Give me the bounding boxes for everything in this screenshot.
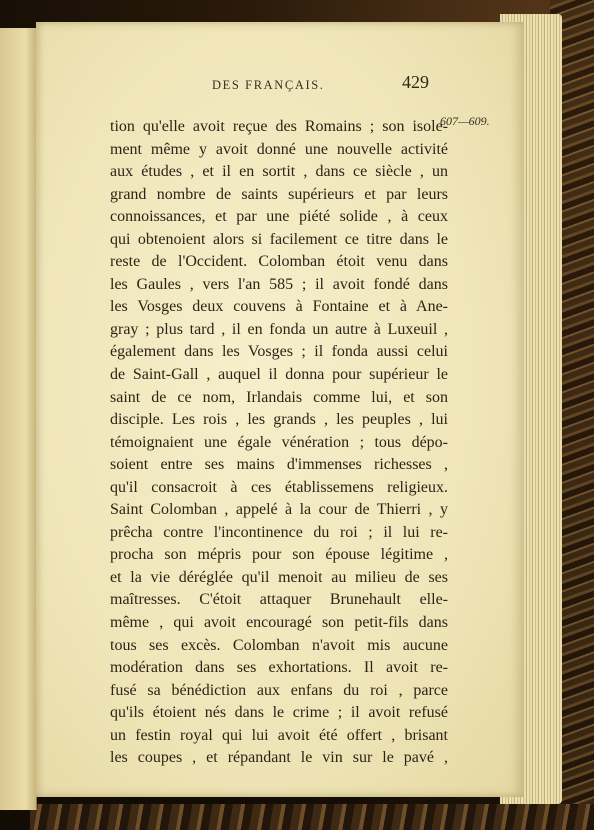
text-line: modération dans ses exhortations. Il avoit re- bbox=[110, 659, 448, 677]
text-line: un festin royal qui lui avoit été offert , brisant bbox=[110, 726, 448, 744]
body-text bbox=[110, 116, 448, 770]
text-line: saint de ce nom, Irlandais comme lui, et son bbox=[110, 388, 448, 406]
text-line: les Vosges deux couvens à Fontaine et à Ane- bbox=[110, 298, 448, 316]
text-line: connoissances, et par une piété solide , à ceux bbox=[110, 208, 448, 226]
text-line: de Saint-Gall , auquel il donna pour supérieur le bbox=[110, 366, 448, 384]
text-line: les Gaules , vers l'an 585 ; il avoit fondé dans bbox=[110, 275, 448, 293]
text-line: soient entre ses mains d'immenses richesses , bbox=[110, 456, 448, 474]
running-head: DES FRANÇAIS. bbox=[212, 78, 325, 92]
page-number: 429 bbox=[402, 72, 429, 92]
text-line: grand nombre de saints supérieurs et par leurs bbox=[110, 185, 448, 203]
text-line: ment même y avoit donné une nouvelle activité bbox=[110, 140, 448, 158]
text-line: reste de l'Occident. Colomban étoit venu dans bbox=[110, 253, 448, 271]
text-line: gray ; plus tard , il en fonda un autre à Luxeuil , bbox=[110, 320, 448, 338]
text-line: tion qu'elle avoit reçue des Romains ; son isole- bbox=[110, 118, 448, 135]
text-line: disciple. Les rois , les grands , les peuples , lui bbox=[110, 411, 448, 429]
text-line: les coupes , et répandant le vin sur le pavé , bbox=[110, 749, 448, 767]
text-line: témoignaient une égale vénération ; tous dépo- bbox=[110, 433, 448, 451]
text-line: même , qui avoit encouragé son petit-fils dans bbox=[110, 614, 448, 632]
text-line: fusé sa bénédiction aux enfans du roi , parce bbox=[110, 681, 448, 699]
book-page bbox=[36, 22, 524, 797]
text-line: prêcha contre l'incontinence du roi ; il lui re- bbox=[110, 523, 448, 541]
text-line: qui obtenoient alors si facilement ce titre dans le bbox=[110, 230, 448, 248]
text-line: également dans les Vosges ; il fonda aussi celui bbox=[110, 343, 448, 361]
text-line: qu'il consacroit à ces établissemens religieux. bbox=[110, 478, 448, 496]
previous-page-edge bbox=[0, 28, 37, 810]
text-line: aux études , et il en sortit , dans ce siècle , un bbox=[110, 163, 448, 181]
text-line: et la vie déréglée qu'il menoit au milieu de ses bbox=[110, 568, 448, 586]
text-line: Saint Colomban , appelé à la cour de Thierri , y bbox=[110, 501, 448, 519]
marbled-binding-bottom bbox=[30, 804, 594, 830]
margin-date-note: 607—609. bbox=[440, 114, 490, 128]
text-line: maîtresses. C'étoit attaquer Brunehault elle- bbox=[110, 591, 448, 609]
text-line: tous ses excès. Colomban n'avoit mis aucune bbox=[110, 636, 448, 654]
text-line: procha son mépris pour son épouse légitime , bbox=[110, 546, 448, 564]
text-line: qu'ils étoient nés dans le crime ; il avoit refusé bbox=[110, 704, 448, 722]
